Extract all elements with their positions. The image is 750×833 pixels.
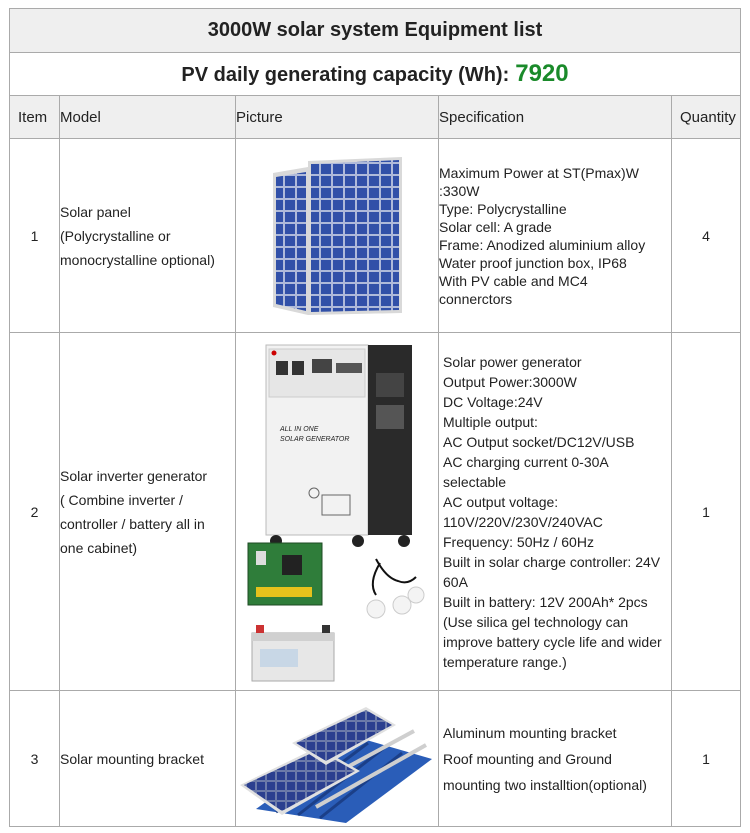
capacity-label: PV daily generating capacity (Wh): bbox=[181, 64, 510, 86]
spec-line: Maximum Power at ST(Pmax)W bbox=[439, 164, 639, 181]
spec-line: Aluminum mounting bracket bbox=[443, 724, 617, 741]
table-row bbox=[10, 139, 741, 333]
spec-line: Multiple output: bbox=[443, 413, 538, 430]
cabinet-text: SOLAR GENERATOR bbox=[280, 436, 350, 443]
row-model bbox=[60, 139, 236, 333]
model-line: ( Combine inverter / bbox=[60, 491, 183, 508]
spec-line: Solar cell: A grade bbox=[439, 218, 552, 235]
table-row bbox=[10, 691, 741, 827]
solar-panel-picture bbox=[236, 139, 439, 333]
model-line: Solar mounting bracket bbox=[60, 750, 204, 767]
spec-line: (Use silica gel technology can bbox=[443, 613, 629, 630]
spec-line: AC output voltage: bbox=[443, 493, 559, 510]
model-line: monocrystalline optional) bbox=[60, 251, 215, 268]
equipment-table bbox=[9, 8, 741, 827]
generator-picture bbox=[236, 333, 439, 691]
spec-line: improve battery cycle life and wider bbox=[443, 633, 662, 650]
capacity-cell bbox=[10, 53, 741, 96]
spec-line: Output Power:3000W bbox=[443, 373, 577, 390]
capacity-value: 7920 bbox=[515, 60, 569, 87]
model-line: Solar inverter generator bbox=[60, 467, 208, 484]
spec-line: Type: Polycrystalline bbox=[439, 200, 567, 217]
header-row bbox=[10, 96, 741, 139]
cabinet-text: ALL IN ONE bbox=[280, 426, 319, 433]
row-specification bbox=[439, 691, 672, 827]
spec-line: Built in battery: 12V 200Ah* 2pcs bbox=[443, 593, 648, 610]
spec-line: Frame: Anodized aluminium alloy bbox=[439, 236, 646, 253]
spec-line: Solar power generator bbox=[443, 353, 582, 370]
row-specification bbox=[439, 139, 672, 333]
title-row bbox=[10, 9, 741, 53]
row-specification bbox=[439, 333, 672, 691]
spec-line: 110V/220V/230V/240VAC bbox=[443, 513, 603, 530]
spec-line: Roof mounting and Ground bbox=[443, 750, 612, 767]
solar-panel-image bbox=[236, 139, 439, 332]
model-line: (Polycrystalline or bbox=[60, 227, 171, 244]
spec-line: temperature range.) bbox=[443, 653, 567, 670]
generator-image bbox=[236, 333, 439, 690]
row-item-number: 2 bbox=[10, 333, 60, 691]
row-quantity: 1 bbox=[672, 333, 741, 691]
row-item-number: 3 bbox=[10, 691, 60, 827]
row-model bbox=[60, 691, 236, 827]
spec-line: 60A bbox=[443, 573, 468, 590]
spec-line: DC Voltage:24V bbox=[443, 393, 543, 410]
bracket-picture bbox=[236, 691, 439, 827]
header-quantity: Quantity bbox=[672, 96, 741, 139]
spec-line: Water proof junction box, IP68 bbox=[439, 254, 627, 271]
model-line: controller / battery all in bbox=[60, 515, 205, 532]
spec-line: :330W bbox=[439, 182, 480, 199]
model-line: Solar panel bbox=[60, 203, 131, 220]
equipment-sheet bbox=[9, 8, 740, 833]
row-model bbox=[60, 333, 236, 691]
row-item-number: 1 bbox=[10, 139, 60, 333]
spec-line: AC charging current 0-30A bbox=[443, 453, 609, 470]
header-item: Item bbox=[10, 96, 60, 139]
row-quantity: 1 bbox=[672, 691, 741, 827]
spec-line: mounting two installtion(optional) bbox=[443, 776, 647, 793]
spec-line: Frequency: 50Hz / 60Hz bbox=[443, 533, 594, 550]
header-specification: Specification bbox=[439, 96, 672, 139]
model-line: one cabinet) bbox=[60, 539, 138, 556]
table-title: 3000W solar system Equipment list bbox=[10, 9, 741, 53]
header-model: Model bbox=[60, 96, 236, 139]
row-quantity: 4 bbox=[672, 139, 741, 333]
spec-line: AC Output socket/DC12V/USB bbox=[443, 433, 635, 450]
spec-line: selectable bbox=[443, 473, 507, 490]
capacity-row bbox=[10, 53, 741, 96]
header-picture: Picture bbox=[236, 96, 439, 139]
spec-line: connerctors bbox=[439, 290, 513, 307]
spec-line: Built in solar charge controller: 24V bbox=[443, 553, 661, 570]
table-row bbox=[10, 333, 741, 691]
spec-line: With PV cable and MC4 bbox=[439, 272, 588, 289]
mounting-bracket-image bbox=[236, 691, 439, 826]
